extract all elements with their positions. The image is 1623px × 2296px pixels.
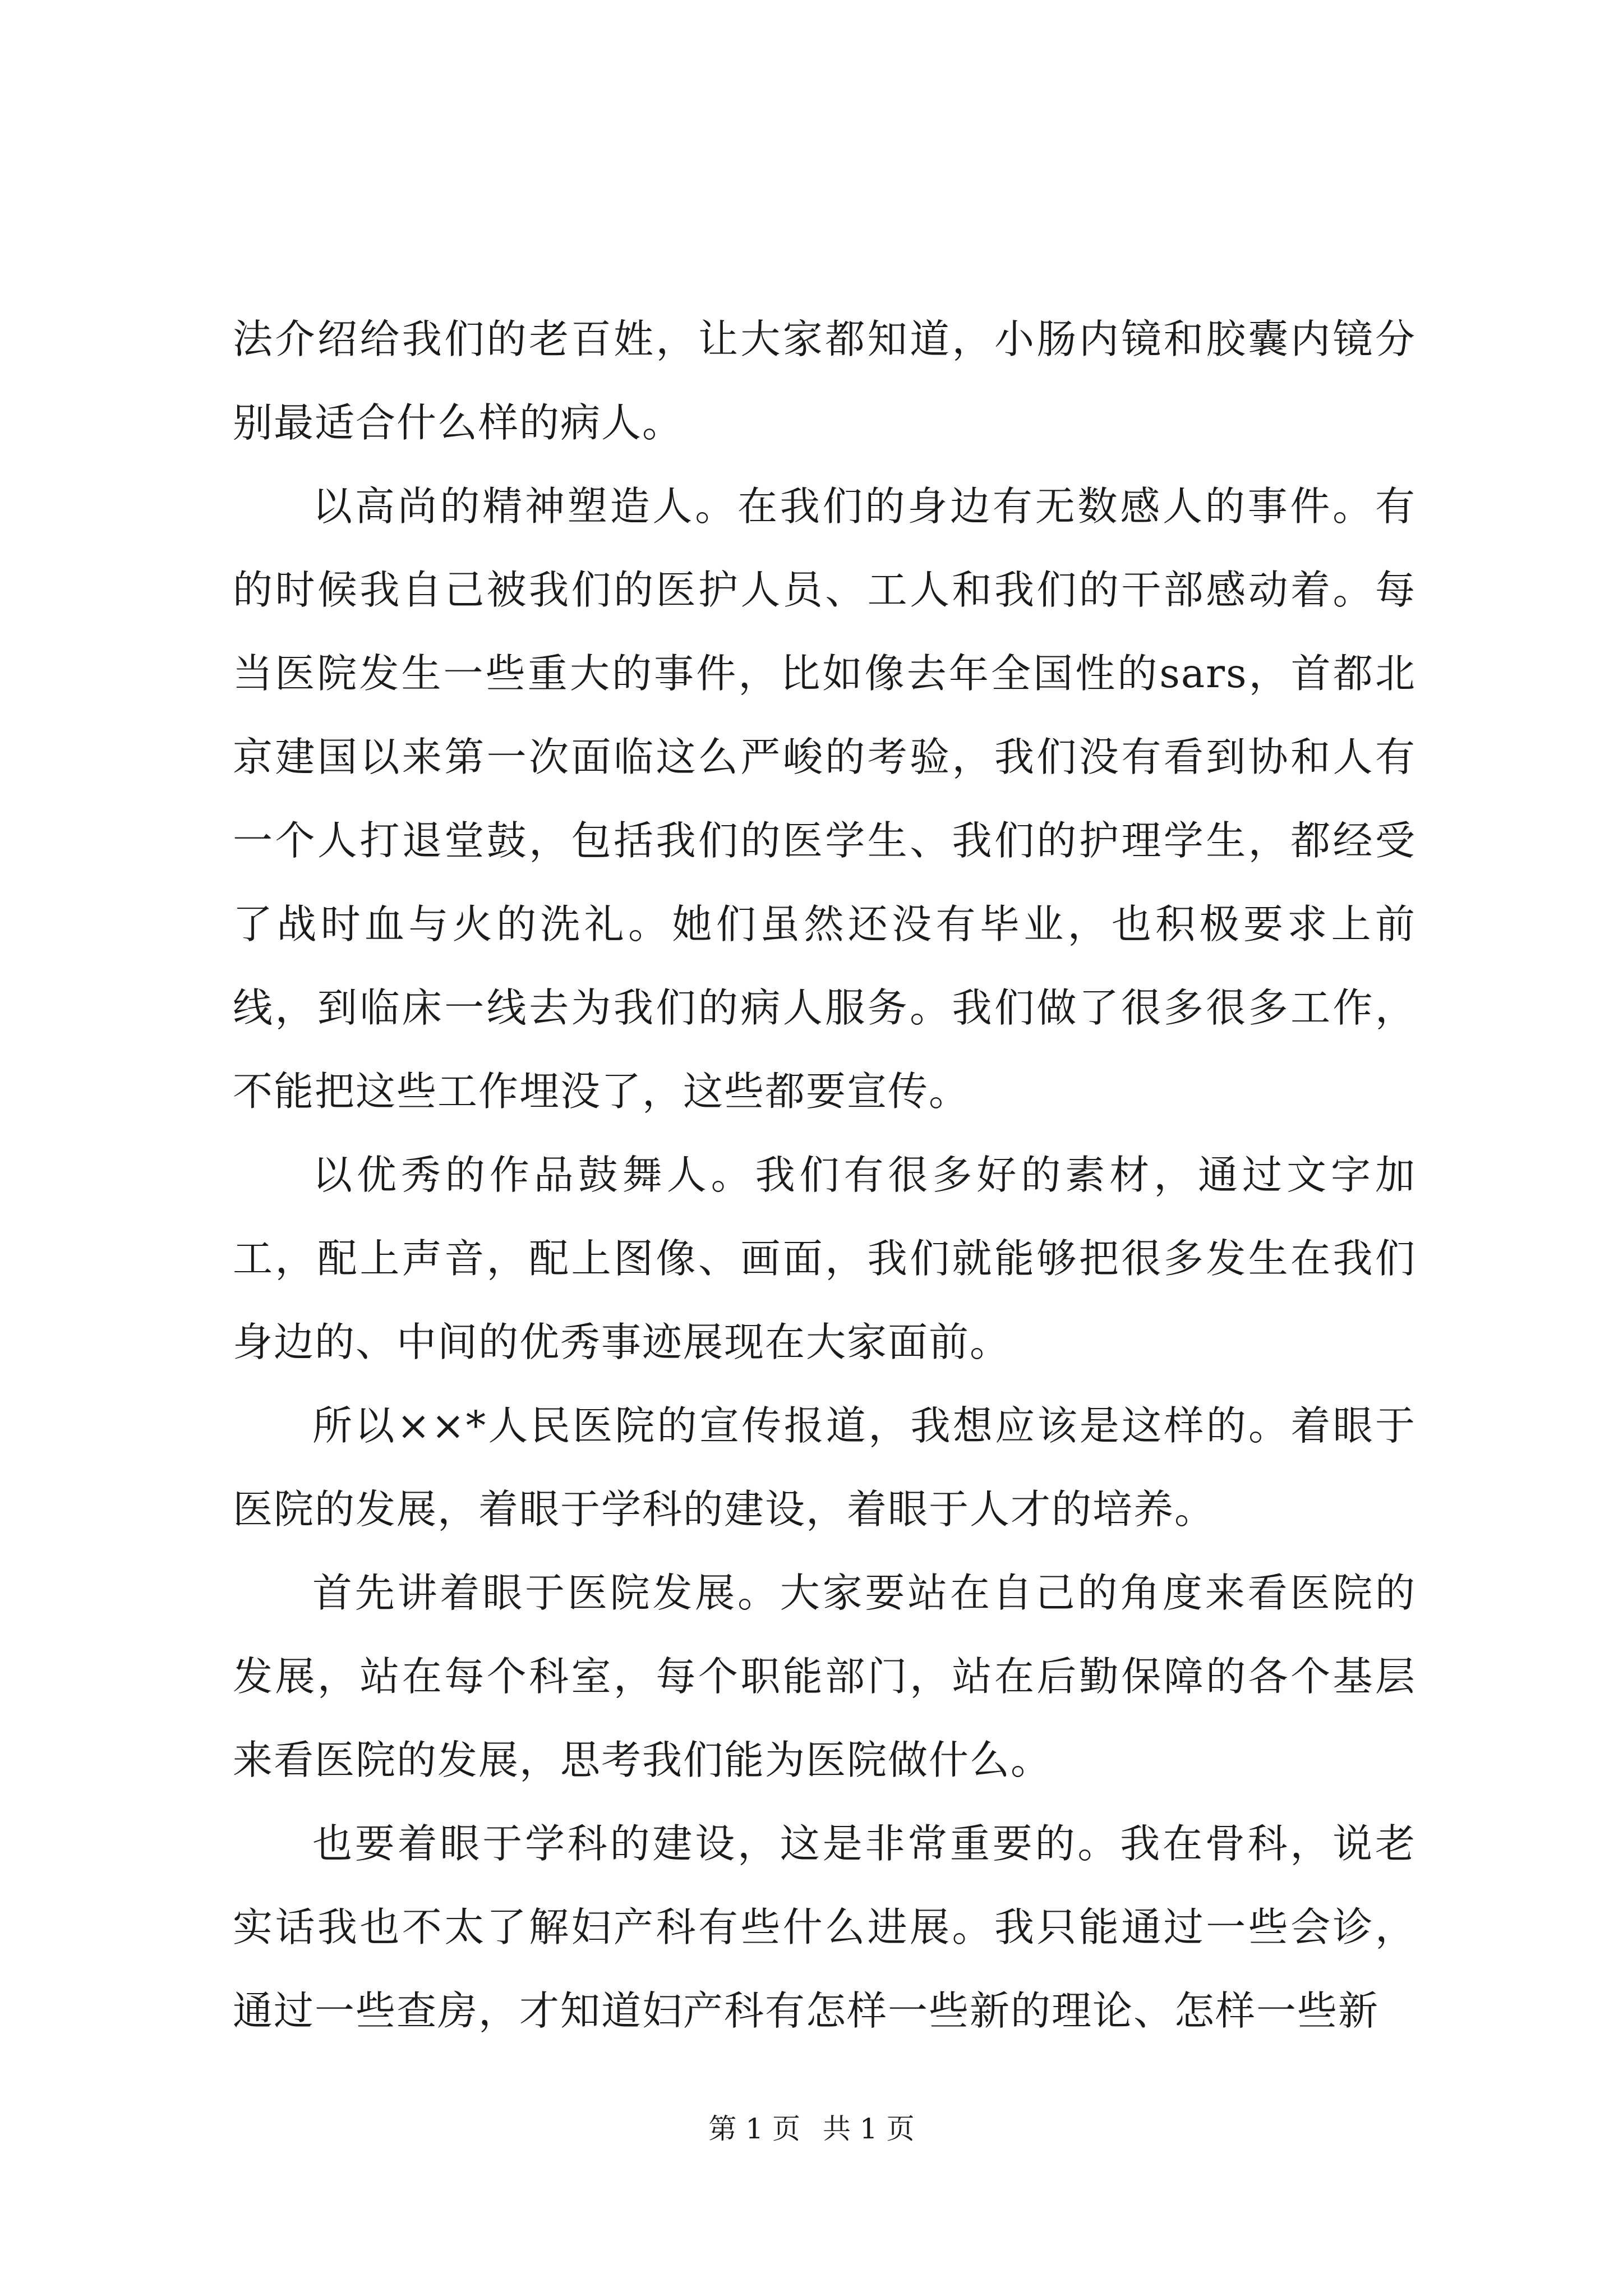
paragraph-1: 法介绍给我们的老百姓，让大家都知道，小肠内镜和胶囊内镜分别最适合什么样的病人。: [233, 316, 1416, 446]
paragraph-5: 首先讲着眼于医院发展。大家要站在自己的角度来看医院的发展，站在每个科室，每个职能部门，站在后勤保障的各个基层来看医院的发展，思考我们能为医院做什么。: [233, 1570, 1416, 1783]
paragraph-4: 所以××*人民医院的宣传报道，我想应该是这样的。着眼于医院的发展，着眼于学科的建设，着眼于人才的培养。: [233, 1402, 1416, 1533]
page-total: 共 1 页: [823, 2113, 915, 2145]
paragraph-2: 以高尚的精神塑造人。在我们的身边有无数感人的事件。有的时候我自己被我们的医护人员、工人和我们的干部感动着。每当医院发生一些重大的事件，比如像去年全国性的sars，首都北京建国以来第一次面临这么严峻的考验，我们没有看到协和人有一个人打退堂鼓，包括我们的医学生、我们的护理学生，都经受了战时血与火的洗礼。她们虽然还没有毕业，也积极要求上前线，到临床一线去为我们的病人服务。我们做了很多很多工作，不能把这些工作埋没了，这些都要宣传。: [233, 483, 1416, 1115]
page-footer: [0, 2106, 1623, 2147]
paragraph-3: 以优秀的作品鼓舞人。我们有很多好的素材，通过文字加工，配上声音，配上图像、画面，我们就能够把很多发生在我们身边的、中间的优秀事迹展现在大家面前。: [233, 1152, 1416, 1365]
page-number: 第 1 页: [708, 2113, 800, 2145]
paragraph-6: 也要着眼于学科的建设，这是非常重要的。我在骨科，说老实话我也不太了解妇产科有些什么进展。我只能通过一些会诊，通过一些查房，才知道妇产科有怎样一些新的理论、怎样一些新: [233, 1820, 1416, 2034]
document-body: [233, 297, 1416, 2053]
